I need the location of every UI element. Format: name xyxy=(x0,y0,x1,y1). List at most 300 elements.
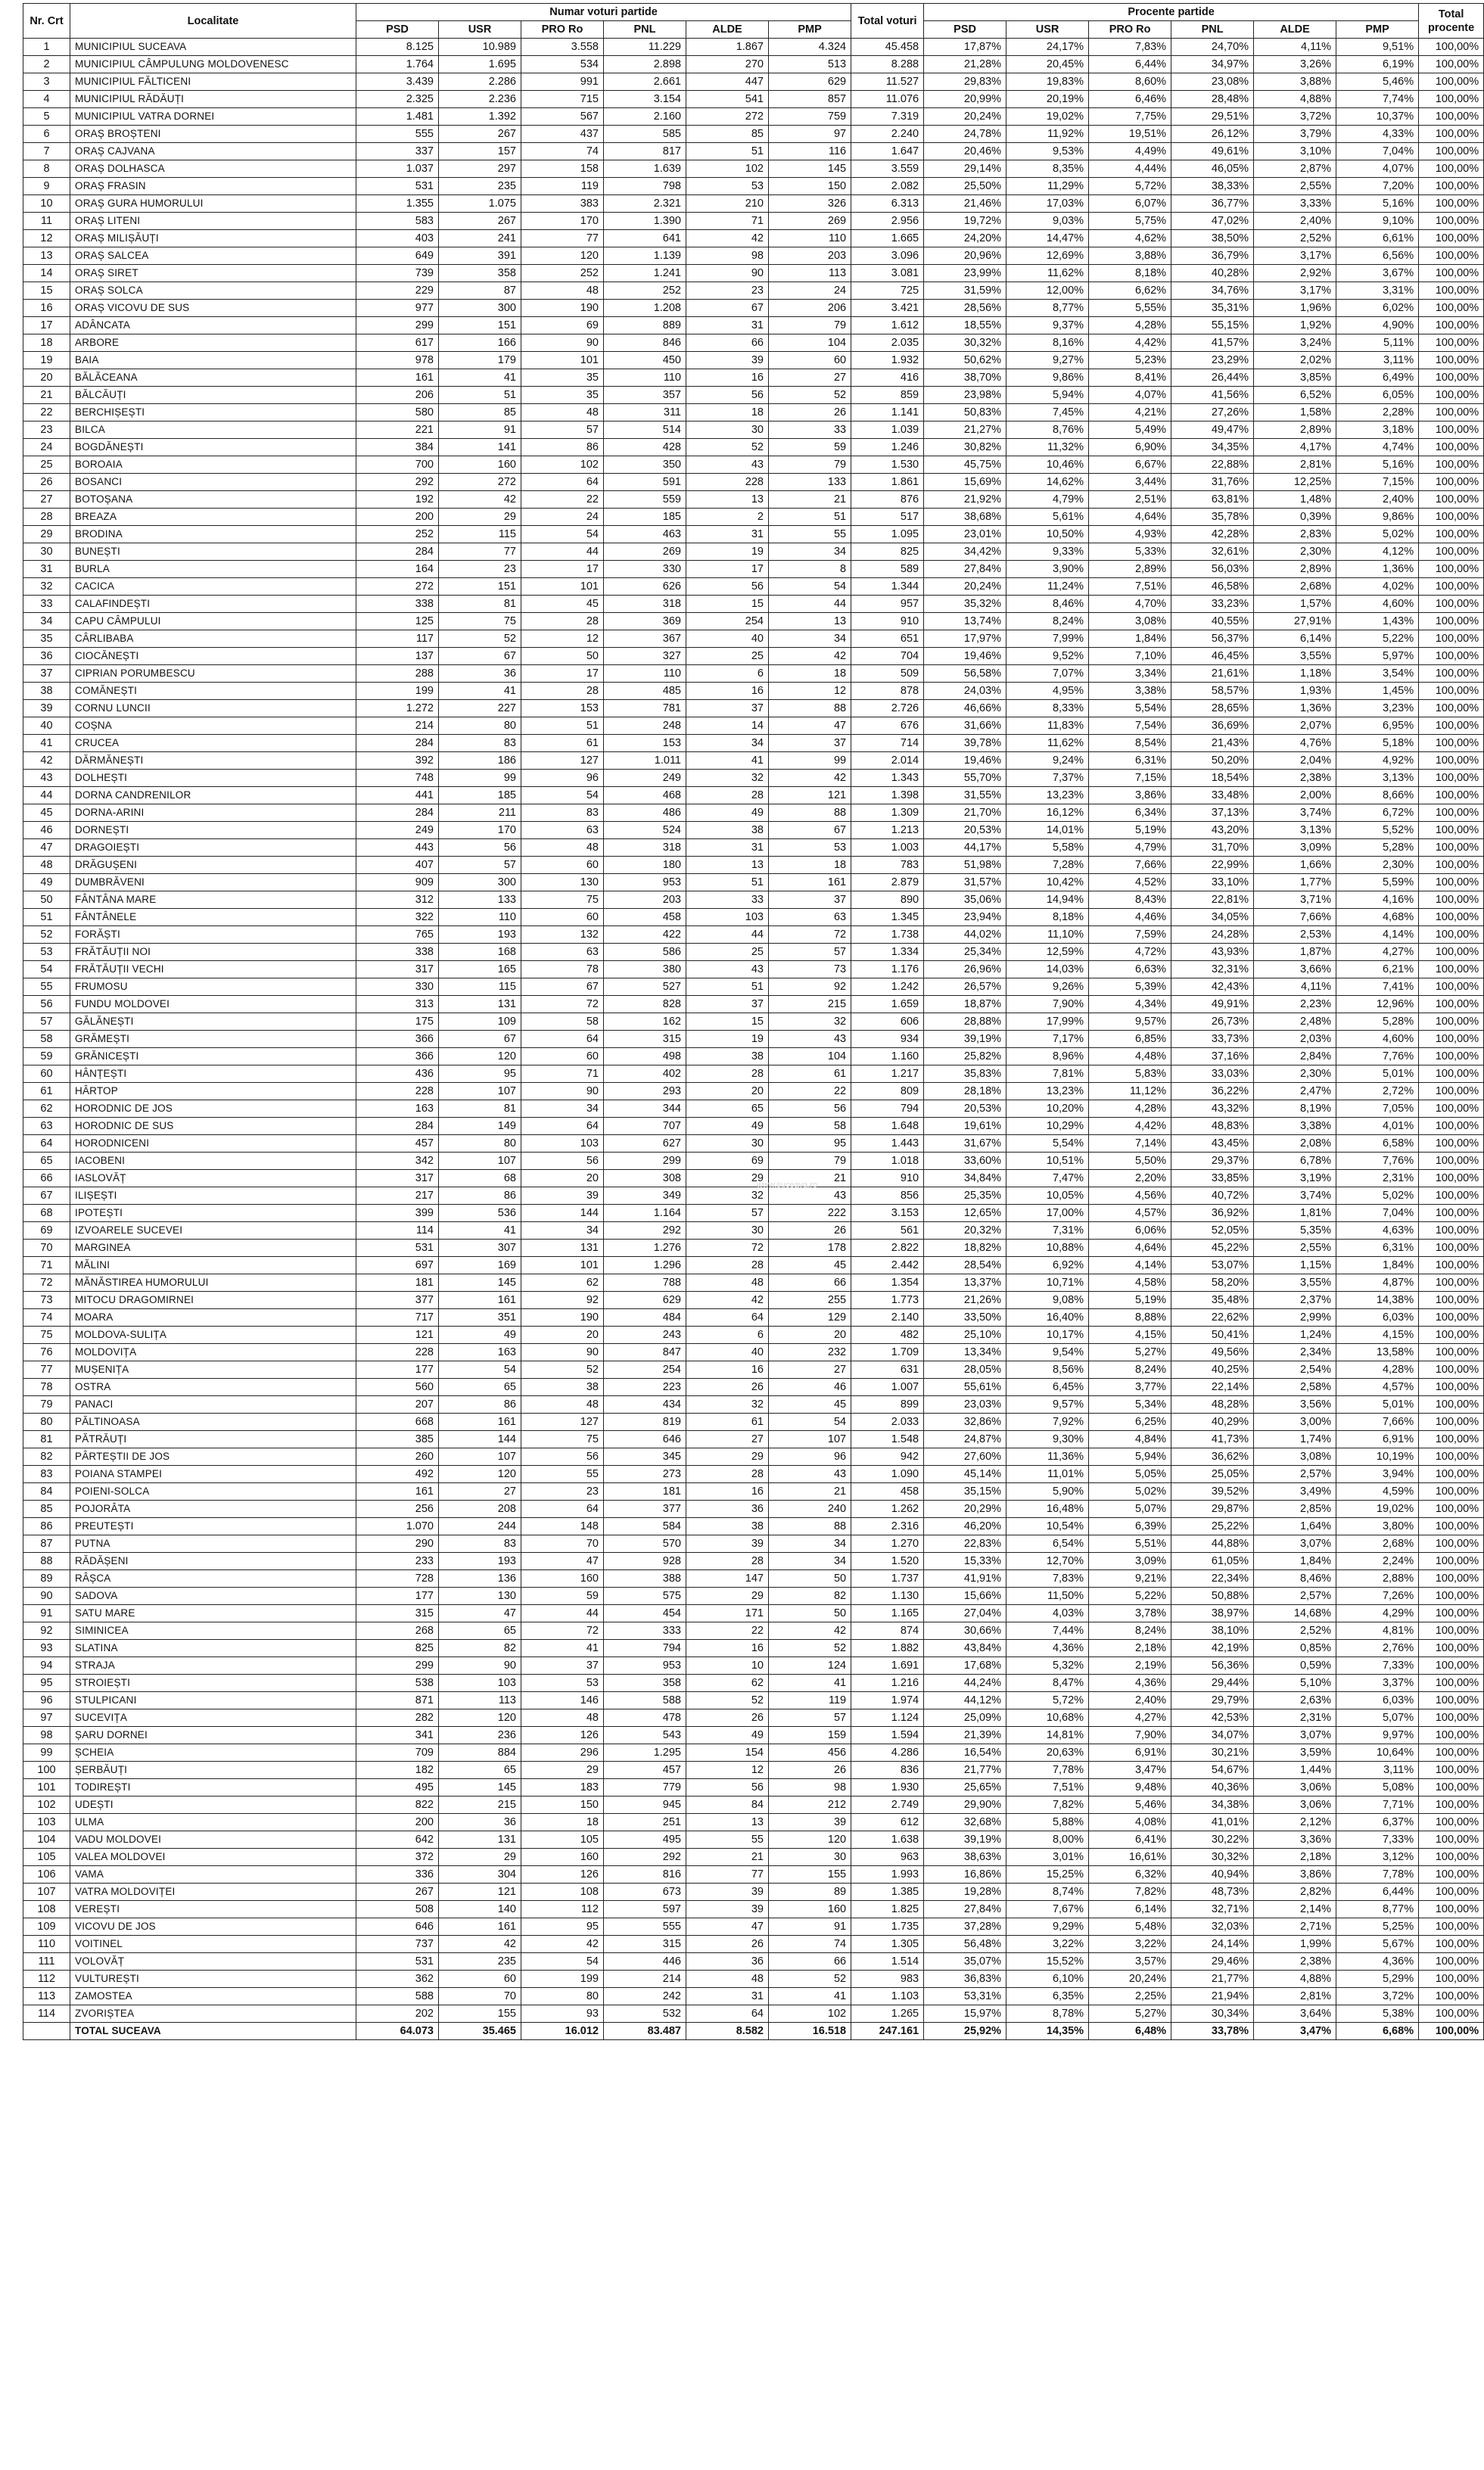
votes-cell: 72 xyxy=(521,1622,604,1640)
percent-cell: 3,13% xyxy=(1336,770,1419,787)
votes-cell: 160 xyxy=(439,456,521,474)
votes-cell: 203 xyxy=(604,891,686,909)
row-number: 26 xyxy=(23,474,70,491)
percent-cell: 5,28% xyxy=(1336,839,1419,857)
votes-cell: 531 xyxy=(356,178,439,195)
votes-cell: 72 xyxy=(521,996,604,1013)
percent-cell: 31,59% xyxy=(924,282,1006,300)
votes-cell: 447 xyxy=(686,73,769,91)
table-row xyxy=(23,1779,1484,1797)
percent-cell: 25,09% xyxy=(924,1709,1006,1727)
percent-cell: 7,17% xyxy=(1006,1031,1089,1048)
percent-cell: 7,81% xyxy=(1006,1065,1089,1083)
votes-cell: 43 xyxy=(769,1031,851,1048)
total-votes-cell: 1.932 xyxy=(851,352,924,369)
votes-cell: 28 xyxy=(686,1065,769,1083)
votes-cell: 33 xyxy=(686,891,769,909)
total-votes-cell: 2.442 xyxy=(851,1257,924,1274)
votes-cell: 49 xyxy=(686,1118,769,1135)
votes-cell: 183 xyxy=(521,1779,604,1797)
table-row xyxy=(23,1118,1484,1135)
percent-cell: 30,32% xyxy=(924,334,1006,352)
votes-cell: 909 xyxy=(356,874,439,891)
percent-cell: 16,86% xyxy=(924,1866,1006,1884)
row-number: 20 xyxy=(23,369,70,387)
votes-cell: 90 xyxy=(521,334,604,352)
percent-cell: 6,06% xyxy=(1089,1222,1171,1240)
row-number: 40 xyxy=(23,717,70,735)
percent-cell: 5,67% xyxy=(1336,1936,1419,1953)
percent-cell: 30,82% xyxy=(924,439,1006,456)
votes-cell: 92 xyxy=(521,1292,604,1309)
votes-cell: 32 xyxy=(686,770,769,787)
total-percent-cell: 100,00% xyxy=(1419,1222,1484,1240)
total-votes-cell: 3.153 xyxy=(851,1205,924,1222)
votes-cell: 37 xyxy=(769,891,851,909)
row-number: 70 xyxy=(23,1240,70,1257)
percent-cell: 5,19% xyxy=(1089,1292,1171,1309)
percent-cell: 7,82% xyxy=(1006,1797,1089,1814)
percent-cell: 7,15% xyxy=(1089,770,1171,787)
total-votes-cell: 247.161 xyxy=(851,2023,924,2040)
percent-cell: 26,73% xyxy=(1171,1013,1254,1031)
votes-cell: 51 xyxy=(686,874,769,891)
total-percent-cell: 100,00% xyxy=(1419,352,1484,369)
locality-name: VOLOVĂȚ xyxy=(70,1953,356,1971)
total-percent-cell: 100,00% xyxy=(1419,1971,1484,1988)
votes-cell: 33 xyxy=(769,422,851,439)
votes-cell: 161 xyxy=(439,1918,521,1936)
votes-cell: 153 xyxy=(604,735,686,752)
total-percent-cell: 100,00% xyxy=(1419,630,1484,648)
votes-cell: 161 xyxy=(439,1414,521,1431)
locality-name: ORAȘ VICOVU DE SUS xyxy=(70,300,356,317)
total-votes-cell: 1.160 xyxy=(851,1048,924,1065)
votes-cell: 543 xyxy=(604,1727,686,1744)
percent-cell: 33,50% xyxy=(924,1309,1006,1327)
percent-cell: 45,14% xyxy=(924,1466,1006,1483)
total-percent-cell: 100,00% xyxy=(1419,247,1484,265)
votes-cell: 51 xyxy=(769,509,851,526)
votes-cell: 23 xyxy=(686,282,769,300)
votes-cell: 269 xyxy=(604,543,686,561)
votes-cell: 28 xyxy=(521,683,604,700)
percent-cell: 3,74% xyxy=(1254,804,1336,822)
percent-cell: 8,18% xyxy=(1006,909,1089,926)
percent-cell: 63,81% xyxy=(1171,491,1254,509)
percent-cell: 5,05% xyxy=(1089,1466,1171,1483)
table-row xyxy=(23,1048,1484,1065)
percent-cell: 30,22% xyxy=(1171,1831,1254,1849)
percent-cell: 1,43% xyxy=(1336,613,1419,630)
table-row xyxy=(23,422,1484,439)
votes-cell: 12 xyxy=(686,1762,769,1779)
votes-cell: 350 xyxy=(604,456,686,474)
votes-cell: 243 xyxy=(604,1327,686,1344)
votes-cell: 121 xyxy=(769,787,851,804)
votes-cell: 71 xyxy=(521,1065,604,1083)
votes-cell: 12 xyxy=(769,683,851,700)
percent-cell: 6,02% xyxy=(1336,300,1419,317)
votes-cell: 272 xyxy=(439,474,521,491)
votes-cell: 16 xyxy=(686,683,769,700)
table-row xyxy=(23,1292,1484,1309)
table-row xyxy=(23,491,1484,509)
locality-name: MITOCU DRAGOMIRNEI xyxy=(70,1292,356,1309)
votes-cell: 101 xyxy=(521,578,604,596)
votes-cell: 781 xyxy=(604,700,686,717)
percent-cell: 2,37% xyxy=(1254,1292,1336,1309)
table-row xyxy=(23,770,1484,787)
locality-name: PÂRTEȘTII DE JOS xyxy=(70,1448,356,1466)
percent-cell: 14,47% xyxy=(1006,230,1089,247)
percent-cell: 20,24% xyxy=(1089,1971,1171,1988)
total-percent-cell: 100,00% xyxy=(1419,230,1484,247)
total-votes-cell: 1.530 xyxy=(851,456,924,474)
votes-cell: 617 xyxy=(356,334,439,352)
percent-cell: 1,77% xyxy=(1254,874,1336,891)
table-row xyxy=(23,1953,1484,1971)
table-row xyxy=(23,1483,1484,1501)
percent-cell: 8,46% xyxy=(1006,596,1089,613)
votes-cell: 16 xyxy=(686,1361,769,1379)
row-number: 34 xyxy=(23,613,70,630)
percent-cell: 2,04% xyxy=(1254,752,1336,770)
votes-cell: 59 xyxy=(769,439,851,456)
percent-cell: 4,49% xyxy=(1089,143,1171,160)
votes-cell: 673 xyxy=(604,1884,686,1901)
percent-cell: 34,35% xyxy=(1171,439,1254,456)
votes-cell: 88 xyxy=(769,804,851,822)
votes-cell: 857 xyxy=(769,91,851,108)
votes-cell: 315 xyxy=(604,1936,686,1953)
percent-cell: 7,78% xyxy=(1006,1762,1089,1779)
percent-cell: 7,90% xyxy=(1089,1727,1171,1744)
locality-name: RÂȘCA xyxy=(70,1570,356,1588)
votes-cell: 203 xyxy=(769,247,851,265)
percent-cell: 6,31% xyxy=(1089,752,1171,770)
votes-cell: 102 xyxy=(769,2005,851,2023)
votes-cell: 179 xyxy=(439,352,521,369)
total-percent-cell: 100,00% xyxy=(1419,1779,1484,1797)
percent-cell: 2,47% xyxy=(1254,1083,1336,1100)
row-number: 56 xyxy=(23,996,70,1013)
row-number: 57 xyxy=(23,1013,70,1031)
votes-cell: 402 xyxy=(604,1065,686,1083)
votes-cell: 64 xyxy=(521,1501,604,1518)
votes-cell: 41 xyxy=(439,369,521,387)
percent-cell: 5,72% xyxy=(1006,1692,1089,1709)
table-row xyxy=(23,1657,1484,1675)
total-percent-cell: 100,00% xyxy=(1419,1013,1484,1031)
total-votes-cell: 1.398 xyxy=(851,787,924,804)
votes-cell: 229 xyxy=(356,282,439,300)
percent-cell: 7,26% xyxy=(1336,1588,1419,1605)
percent-cell: 9,21% xyxy=(1089,1570,1171,1588)
table-row xyxy=(23,996,1484,1013)
votes-cell: 131 xyxy=(439,996,521,1013)
votes-cell: 6 xyxy=(686,665,769,683)
percent-cell: 13,34% xyxy=(924,1344,1006,1361)
votes-cell: 212 xyxy=(769,1797,851,1814)
votes-cell: 847 xyxy=(604,1344,686,1361)
percent-cell: 4,14% xyxy=(1089,1257,1171,1274)
votes-cell: 15 xyxy=(686,1013,769,1031)
votes-cell: 235 xyxy=(439,178,521,195)
percent-cell: 22,62% xyxy=(1171,1309,1254,1327)
total-votes-cell: 725 xyxy=(851,282,924,300)
votes-cell: 146 xyxy=(521,1692,604,1709)
percent-cell: 3,11% xyxy=(1336,1762,1419,1779)
percent-cell: 41,57% xyxy=(1171,334,1254,352)
total-percent-cell: 100,00% xyxy=(1419,909,1484,926)
percent-cell: 2,89% xyxy=(1254,561,1336,578)
table-row xyxy=(23,282,1484,300)
votes-cell: 60 xyxy=(521,1048,604,1065)
votes-cell: 8 xyxy=(769,561,851,578)
total-votes-cell: 1.825 xyxy=(851,1901,924,1918)
votes-cell: 991 xyxy=(521,73,604,91)
table-row xyxy=(23,1744,1484,1762)
row-number: 86 xyxy=(23,1518,70,1535)
votes-cell: 80 xyxy=(439,1135,521,1153)
votes-cell: 80 xyxy=(439,717,521,735)
locality-name: DRĂGUȘENI xyxy=(70,857,356,874)
percent-cell: 3,38% xyxy=(1254,1118,1336,1135)
row-number xyxy=(23,2023,70,2040)
total-percent-cell: 100,00% xyxy=(1419,1153,1484,1170)
votes-cell: 92 xyxy=(769,978,851,996)
percent-cell: 13,23% xyxy=(1006,1083,1089,1100)
percent-cell: 30,32% xyxy=(1171,1849,1254,1866)
percent-cell: 3,34% xyxy=(1089,665,1171,683)
percent-cell: 3,72% xyxy=(1254,108,1336,126)
row-number: 59 xyxy=(23,1048,70,1065)
votes-cell: 79 xyxy=(769,456,851,474)
percent-cell: 6,44% xyxy=(1089,56,1171,73)
votes-cell: 570 xyxy=(604,1535,686,1553)
row-number: 43 xyxy=(23,770,70,787)
percent-cell: 2,85% xyxy=(1254,1501,1336,1518)
percent-cell: 7,67% xyxy=(1006,1901,1089,1918)
percent-cell: 20,32% xyxy=(924,1222,1006,1240)
percent-cell: 24,78% xyxy=(924,126,1006,143)
percent-cell: 29,83% xyxy=(924,73,1006,91)
locality-name: UDEȘTI xyxy=(70,1797,356,1814)
votes-cell: 50 xyxy=(521,648,604,665)
votes-cell: 311 xyxy=(604,404,686,422)
locality-name: ORAȘ LITENI xyxy=(70,213,356,230)
percent-cell: 4,57% xyxy=(1089,1205,1171,1222)
total-percent-cell: 100,00% xyxy=(1419,456,1484,474)
total-percent-cell: 100,00% xyxy=(1419,1083,1484,1100)
votes-cell: 267 xyxy=(439,213,521,230)
percent-cell: 4,70% xyxy=(1089,596,1171,613)
percent-cell: 11,24% xyxy=(1006,578,1089,596)
table-row xyxy=(23,891,1484,909)
votes-cell: 58 xyxy=(769,1118,851,1135)
row-number: 38 xyxy=(23,683,70,700)
votes-cell: 75 xyxy=(521,891,604,909)
votes-cell: 37 xyxy=(769,735,851,752)
percent-cell: 30,66% xyxy=(924,1622,1006,1640)
votes-cell: 40 xyxy=(686,1344,769,1361)
percent-cell: 8,24% xyxy=(1089,1361,1171,1379)
votes-cell: 555 xyxy=(356,126,439,143)
percent-cell: 31,76% xyxy=(1171,474,1254,491)
percent-cell: 7,04% xyxy=(1336,143,1419,160)
votes-cell: 112 xyxy=(521,1901,604,1918)
total-percent-cell: 100,00% xyxy=(1419,526,1484,543)
percent-cell: 5,27% xyxy=(1089,1344,1171,1361)
percent-cell: 6,14% xyxy=(1089,1901,1171,1918)
total-votes-cell: 2.956 xyxy=(851,213,924,230)
total-votes-cell: 783 xyxy=(851,857,924,874)
votes-cell: 79 xyxy=(769,1153,851,1170)
percent-cell: 4,87% xyxy=(1336,1274,1419,1292)
total-percent-cell: 100,00% xyxy=(1419,1657,1484,1675)
votes-cell: 591 xyxy=(604,474,686,491)
percent-cell: 6,37% xyxy=(1336,1814,1419,1831)
percent-cell: 53,31% xyxy=(924,1988,1006,2005)
percent-cell: 3,47% xyxy=(1254,2023,1336,2040)
total-votes-cell: 878 xyxy=(851,683,924,700)
percent-cell: 21,39% xyxy=(924,1727,1006,1744)
votes-cell: 42 xyxy=(686,230,769,247)
percent-cell: 2,28% xyxy=(1336,404,1419,422)
percent-cell: 14,03% xyxy=(1006,961,1089,978)
total-votes-cell: 482 xyxy=(851,1327,924,1344)
total-votes-cell: 899 xyxy=(851,1396,924,1414)
total-votes-cell: 2.726 xyxy=(851,700,924,717)
votes-cell: 20 xyxy=(521,1327,604,1344)
votes-cell: 58 xyxy=(521,1013,604,1031)
total-percent-cell: 100,00% xyxy=(1419,1031,1484,1048)
percent-cell: 45,22% xyxy=(1171,1240,1254,1257)
votes-cell: 60 xyxy=(521,857,604,874)
percent-cell: 7,10% xyxy=(1089,648,1171,665)
locality-name: BAIA xyxy=(70,352,356,369)
percent-cell: 20,24% xyxy=(924,108,1006,126)
percent-cell: 20,45% xyxy=(1006,56,1089,73)
percent-cell: 29,46% xyxy=(1171,1953,1254,1971)
percent-cell: 12,70% xyxy=(1006,1553,1089,1570)
votes-cell: 284 xyxy=(356,735,439,752)
votes-cell: 145 xyxy=(439,1779,521,1797)
votes-cell: 107 xyxy=(439,1083,521,1100)
votes-cell: 30 xyxy=(769,1849,851,1866)
percent-cell: 4,28% xyxy=(1089,317,1171,334)
percent-cell: 44,12% xyxy=(924,1692,1006,1709)
total-votes-cell: 1.334 xyxy=(851,944,924,961)
percent-cell: 3,06% xyxy=(1254,1797,1336,1814)
percent-cell: 33,10% xyxy=(1171,874,1254,891)
percent-cell: 34,38% xyxy=(1171,1797,1254,1814)
votes-cell: 268 xyxy=(356,1622,439,1640)
percent-cell: 50,62% xyxy=(924,352,1006,369)
percent-cell: 49,56% xyxy=(1171,1344,1254,1361)
total-percent-cell: 100,00% xyxy=(1419,1327,1484,1344)
table-row xyxy=(23,944,1484,961)
total-votes-cell: 942 xyxy=(851,1448,924,1466)
total-percent-cell: 100,00% xyxy=(1419,978,1484,996)
votes-cell: 129 xyxy=(769,1309,851,1327)
votes-cell: 89 xyxy=(769,1884,851,1901)
votes-cell: 42 xyxy=(439,491,521,509)
votes-cell: 88 xyxy=(769,700,851,717)
row-number: 33 xyxy=(23,596,70,613)
percent-cell: 3,26% xyxy=(1254,56,1336,73)
votes-cell: 110 xyxy=(604,665,686,683)
votes-cell: 299 xyxy=(356,1657,439,1675)
row-number: 52 xyxy=(23,926,70,944)
locality-name: POIENI-SOLCA xyxy=(70,1483,356,1501)
total-percent-cell: 100,00% xyxy=(1419,1379,1484,1396)
percent-cell: 4,48% xyxy=(1089,1048,1171,1065)
locality-name: DĂRMĂNEȘTI xyxy=(70,752,356,770)
percent-cell: 15,97% xyxy=(924,2005,1006,2023)
votes-cell: 3.154 xyxy=(604,91,686,108)
percent-cell: 2,03% xyxy=(1254,1031,1336,1048)
votes-cell: 13 xyxy=(686,1814,769,1831)
percent-cell: 6,03% xyxy=(1336,1309,1419,1327)
percent-cell: 1,81% xyxy=(1254,1205,1336,1222)
percent-cell: 2,40% xyxy=(1089,1692,1171,1709)
table-row xyxy=(23,1501,1484,1518)
header-votes-party: USR xyxy=(439,21,521,39)
locality-name: COȘNA xyxy=(70,717,356,735)
total-percent-cell: 100,00% xyxy=(1419,422,1484,439)
votes-cell: 47 xyxy=(521,1553,604,1570)
percent-cell: 6,61% xyxy=(1336,230,1419,247)
votes-cell: 35 xyxy=(521,387,604,404)
percent-cell: 25,65% xyxy=(924,1779,1006,1797)
percent-cell: 3,07% xyxy=(1254,1727,1336,1744)
percent-cell: 5,01% xyxy=(1336,1396,1419,1414)
row-number: 55 xyxy=(23,978,70,996)
percent-cell: 2,72% xyxy=(1336,1083,1419,1100)
votes-cell: 117 xyxy=(356,630,439,648)
total-votes-cell: 1.095 xyxy=(851,526,924,543)
votes-cell: 252 xyxy=(604,282,686,300)
table-row xyxy=(23,787,1484,804)
percent-cell: 8,24% xyxy=(1089,1622,1171,1640)
votes-cell: 560 xyxy=(356,1379,439,1396)
votes-cell: 51 xyxy=(686,143,769,160)
votes-cell: 52 xyxy=(686,439,769,456)
votes-cell: 584 xyxy=(604,1518,686,1535)
percent-cell: 2,19% xyxy=(1089,1657,1171,1675)
table-row xyxy=(23,683,1484,700)
votes-cell: 1.392 xyxy=(439,108,521,126)
total-votes-cell: 1.665 xyxy=(851,230,924,247)
votes-cell: 697 xyxy=(356,1257,439,1274)
row-number: 98 xyxy=(23,1727,70,1744)
percent-cell: 8,18% xyxy=(1089,265,1171,282)
total-votes-cell: 45.458 xyxy=(851,39,924,56)
votes-cell: 107 xyxy=(439,1153,521,1170)
locality-name: MOLDOVIȚA xyxy=(70,1344,356,1361)
votes-cell: 884 xyxy=(439,1744,521,1762)
percent-cell: 7,83% xyxy=(1006,1570,1089,1588)
total-percent-cell: 100,00% xyxy=(1419,265,1484,282)
percent-cell: 8,77% xyxy=(1006,300,1089,317)
percent-cell: 4,84% xyxy=(1089,1431,1171,1448)
votes-cell: 64 xyxy=(521,474,604,491)
percent-cell: 56,36% xyxy=(1171,1657,1254,1675)
percent-cell: 43,93% xyxy=(1171,944,1254,961)
votes-cell: 728 xyxy=(356,1570,439,1588)
